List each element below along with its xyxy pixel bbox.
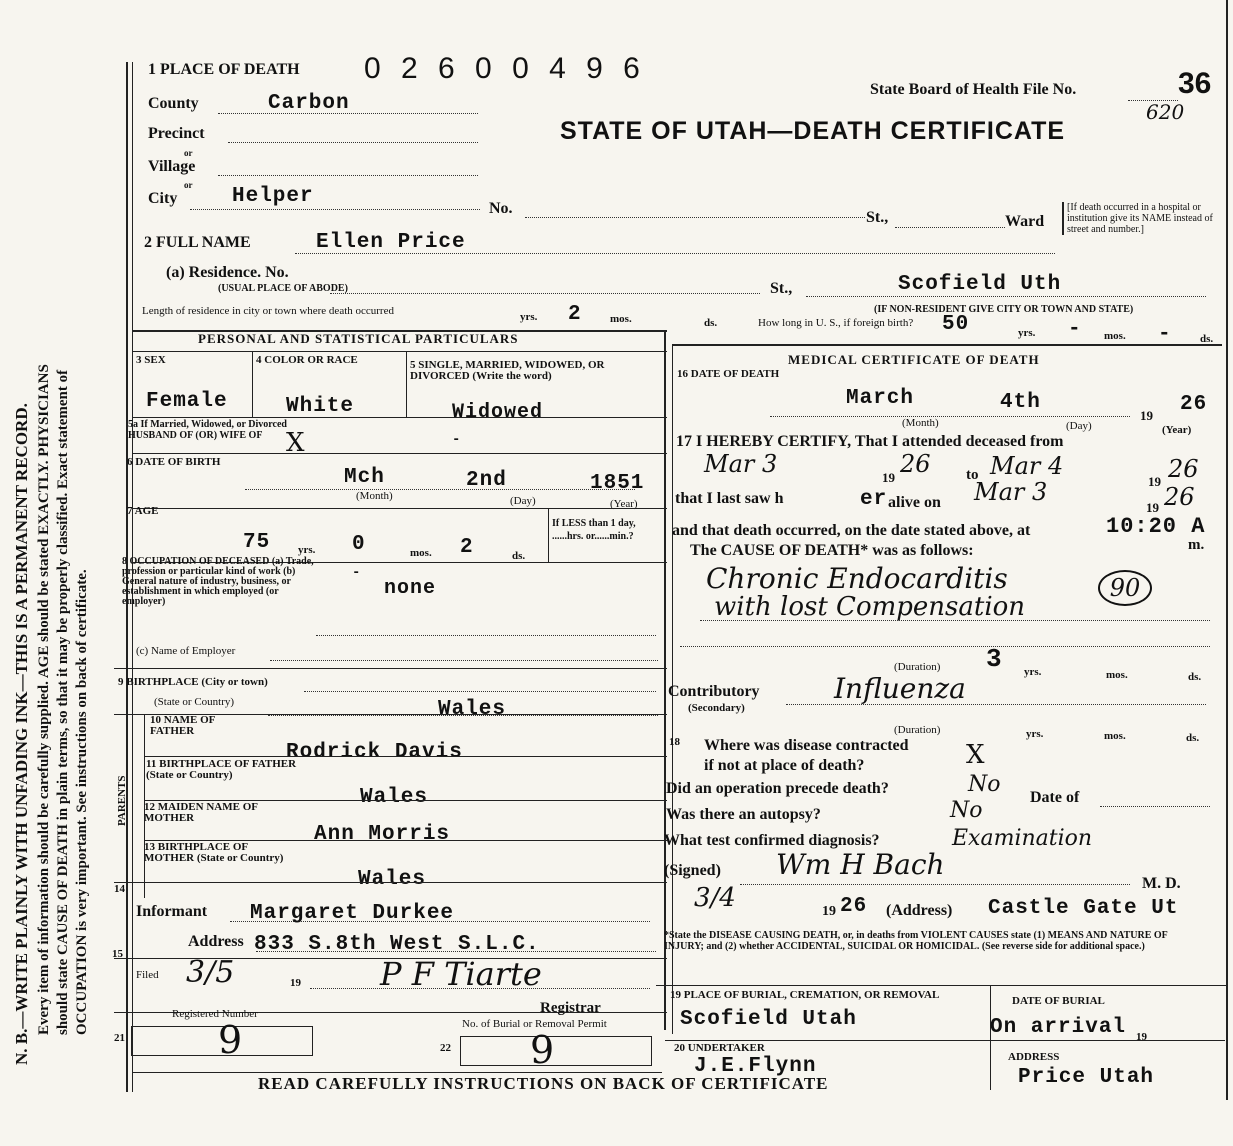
attended-from-value: Mar 3 bbox=[704, 450, 778, 478]
street-label: St., bbox=[866, 209, 889, 226]
dob-day-value: 2nd bbox=[466, 469, 507, 492]
city-label: City bbox=[148, 190, 178, 207]
test-diagnosis-label: What test confirmed diagnosis? bbox=[664, 832, 880, 849]
secondary-label: (Secondary) bbox=[688, 702, 745, 714]
last-saw-year-value: 26 bbox=[1164, 483, 1195, 511]
filed-year-prefix: 19 bbox=[290, 977, 301, 989]
age-mos-label: mos. bbox=[410, 547, 432, 559]
autopsy-label: Was there an autopsy? bbox=[666, 806, 821, 823]
us-ds-label: ds. bbox=[1200, 333, 1214, 345]
employer-label: (c) Name of Employer bbox=[136, 645, 236, 657]
death-occurred-label: and that death occurred, on the date stated above, at bbox=[672, 522, 1031, 539]
cause-of-death-label: The CAUSE OF DEATH* was as follows: bbox=[690, 542, 974, 559]
attended-to-label: to bbox=[966, 467, 979, 483]
undertaker-value: J.E.Flynn bbox=[694, 1055, 817, 1078]
age-yrs-label: yrs. bbox=[298, 544, 316, 556]
burial-date-value: On arrival bbox=[990, 1016, 1127, 1039]
duration-ds-label: ds. bbox=[1188, 671, 1202, 683]
signed-year-value: 26 bbox=[840, 895, 868, 918]
us-days-dash: - bbox=[1158, 323, 1172, 346]
county-label: County bbox=[148, 95, 199, 112]
us-months-dash: - bbox=[1068, 318, 1082, 341]
mother-name-value: Ann Morris bbox=[314, 823, 451, 846]
sex-label: 3 SEX bbox=[136, 354, 166, 366]
operation-date-label: Date of bbox=[1030, 789, 1080, 806]
ward-label: Ward bbox=[1005, 213, 1045, 230]
residence-ds-label: ds. bbox=[704, 317, 718, 329]
right-frame-line bbox=[1226, 0, 1228, 1100]
undertaker-address-label: ADDRESS bbox=[1008, 1051, 1060, 1063]
residence-label: (a) Residence. No. bbox=[166, 264, 289, 281]
age-days-value: 2 bbox=[460, 536, 474, 559]
attended-to-value: Mar 4 bbox=[990, 452, 1064, 480]
test-diagnosis-value: Examination bbox=[952, 826, 1093, 851]
ward-note: [If death occurred in a hospital or institution give its NAME instead of street and number.] bbox=[1062, 202, 1219, 235]
medical-header: MEDICAL CERTIFICATE OF DEATH bbox=[788, 352, 1040, 367]
father-name-label: 10 NAME OF FATHER bbox=[150, 714, 215, 737]
death-time-m-label: m. bbox=[1188, 537, 1205, 553]
parents-label: PARENTS bbox=[116, 775, 128, 826]
registered-number-label: Registered Number bbox=[172, 1008, 258, 1020]
burial-date-suffix: 19 bbox=[1136, 1031, 1147, 1043]
us-mos-label: mos. bbox=[1104, 330, 1126, 342]
dob-day-sub: (Day) bbox=[510, 495, 536, 507]
registrar-signature: P F Tiarte bbox=[380, 955, 542, 993]
where-contracted-value: X bbox=[966, 740, 985, 770]
birthplace-label: 9 BIRTHPLACE (City or town) bbox=[118, 676, 268, 688]
occupation-dash: - bbox=[352, 565, 362, 581]
contributory-value: Influenza bbox=[834, 672, 966, 705]
death-day-sub: (Day) bbox=[1066, 420, 1092, 432]
age-ds-label: ds. bbox=[512, 550, 526, 562]
certificate-title: STATE OF UTAH—DEATH CERTIFICATE bbox=[560, 117, 1066, 145]
or-label-2: or bbox=[184, 180, 193, 190]
marital-status-value: Widowed bbox=[452, 401, 544, 424]
date-of-birth-label: 6 DATE OF BIRTH bbox=[127, 456, 221, 468]
or-label-1: or bbox=[184, 148, 193, 158]
duration-value: 3 bbox=[986, 644, 1003, 674]
dob-month-value: Mch bbox=[344, 466, 385, 489]
duration-yrs-label: yrs. bbox=[1024, 666, 1042, 678]
color-label: 4 COLOR OR RACE bbox=[256, 354, 358, 366]
cause-footnote: *State the DISEASE CAUSING DEATH, or, in deaths from VIOLENT CAUSES state (1) MEANS AND NATURE OF INJURY; and (2) whether ACCIDENTAL, SUICIDAL OR HOMICIDAL. (See reverse side for additional space.) bbox=[664, 930, 1168, 952]
duration-2-mos-label: mos. bbox=[1104, 730, 1126, 742]
duration-2-label: (Duration) bbox=[894, 724, 941, 736]
village-label: Village bbox=[148, 158, 196, 175]
certify-label: 17 I HEREBY CERTIFY, That I attended deceased from bbox=[676, 433, 1064, 450]
where-contracted-label: Where was disease contracted bbox=[704, 737, 909, 754]
birthplace-sub-label: (State or Country) bbox=[154, 696, 235, 708]
burial-place-label: 19 PLACE OF BURIAL, CREMATION, OR REMOVAL bbox=[670, 989, 940, 1001]
residence-value: Scofield Uth bbox=[898, 273, 1062, 296]
dob-year-value: 1851 bbox=[590, 472, 645, 495]
burial-permit-label: No. of Burial or Removal Permit bbox=[462, 1018, 607, 1030]
death-year-value: 26 bbox=[1180, 393, 1208, 416]
signed-date-value: 3/4 bbox=[694, 883, 736, 913]
color-value: White bbox=[286, 395, 355, 418]
to-year-prefix: 19 bbox=[1148, 474, 1161, 489]
where-contracted-label-2: if not at place of death? bbox=[704, 757, 865, 774]
informant-address-label: Address bbox=[188, 933, 244, 950]
filed-label: Filed bbox=[136, 969, 159, 981]
last-saw-date-value: Mar 3 bbox=[974, 478, 1048, 506]
death-year-prefix: 19 bbox=[1140, 408, 1153, 423]
mother-birthplace-value: Wales bbox=[358, 868, 427, 891]
item-15-label: 15 bbox=[112, 948, 123, 960]
informant-label: Informant bbox=[136, 903, 208, 920]
dob-month-sub: (Month) bbox=[356, 490, 393, 502]
residence-sub-label: (USUAL PLACE OF ABODE) bbox=[218, 283, 348, 294]
us-yrs-label: yrs. bbox=[1018, 327, 1036, 339]
duration-2-yrs-label: yrs. bbox=[1026, 728, 1044, 740]
residence-yrs-label: yrs. bbox=[520, 311, 538, 323]
column-divider bbox=[664, 330, 666, 1030]
death-time-value: 10:20 A bbox=[1106, 514, 1206, 539]
husband-wife-label: 5a If Married, Widowed, or Divorced HUSBAND OF (OR) WIFE OF bbox=[128, 419, 287, 441]
last-saw-year-prefix: 19 bbox=[1146, 500, 1159, 515]
cause-line-2: with lost Compensation bbox=[714, 592, 1026, 622]
registered-number-value: 9 bbox=[218, 1018, 243, 1062]
signed-year-prefix: 19 bbox=[822, 904, 836, 919]
father-birthplace-label: 11 BIRTHPLACE OF FATHER (State or Country) bbox=[146, 758, 297, 781]
attended-to-year: 26 bbox=[1168, 455, 1199, 483]
contributory-label: Contributory bbox=[668, 683, 760, 700]
side-note-line-3: should state CAUSE OF DEATH in plain terms, so that it may be properly classified. Exact statement of bbox=[55, 369, 71, 1035]
item-21-label: 21 bbox=[114, 1032, 125, 1044]
precinct-label: Precinct bbox=[148, 125, 205, 142]
mother-name-label: 12 MAIDEN NAME OF MOTHER bbox=[144, 801, 258, 824]
burial-permit-value: 9 bbox=[530, 1028, 555, 1072]
undertaker-label: 20 UNDERTAKER bbox=[674, 1042, 765, 1054]
burial-place-value: Scofield Utah bbox=[680, 1008, 857, 1031]
full-name-label: 2 FULL NAME bbox=[144, 234, 251, 251]
physician-signature: Wm H Bach bbox=[776, 848, 945, 881]
length-of-residence-label: Length of residence in city or town where death occurred bbox=[142, 305, 394, 317]
city-value: Helper bbox=[232, 185, 314, 208]
filed-date-value: 3/5 bbox=[186, 955, 235, 990]
us-residence-label: How long in U. S., if foreign birth? bbox=[758, 317, 914, 329]
physician-address-value: Castle Gate Ut bbox=[988, 897, 1179, 920]
occupation-value: none bbox=[384, 577, 437, 600]
dob-year-sub: (Year) bbox=[610, 498, 638, 510]
burial-date-label: DATE OF BURIAL bbox=[1012, 995, 1105, 1007]
father-name-value: Rodrick Davis bbox=[286, 741, 463, 764]
operation-value: No bbox=[968, 772, 1001, 797]
marital-status-label: 5 SINGLE, MARRIED, WIDOWED, OR DIVORCED (Write the word) bbox=[410, 359, 605, 382]
side-note-line-2: Every item of information should be carefully supplied. AGE should be stated EXACTLY. PHYSICIANS bbox=[36, 364, 52, 1035]
age-label: 7 AGE bbox=[127, 505, 159, 517]
last-saw-er-value: er bbox=[860, 488, 888, 511]
death-year-sub: (Year) bbox=[1162, 424, 1192, 436]
registrar-label: Registrar bbox=[540, 1000, 601, 1016]
father-birthplace-value: Wales bbox=[360, 786, 429, 809]
item-22-label: 22 bbox=[440, 1042, 451, 1054]
mother-birthplace-label: 13 BIRTHPLACE OF MOTHER (State or Country) bbox=[144, 841, 284, 864]
personal-header: PERSONAL AND STATISTICAL PARTICULARS bbox=[198, 331, 519, 346]
side-note-line-4: OCCUPATION is very important. See instructions on back of certificate. bbox=[74, 569, 90, 1035]
sex-value: Female bbox=[146, 390, 228, 413]
burial-permit-box bbox=[460, 1036, 652, 1066]
file-no-value: 36 bbox=[1178, 67, 1212, 100]
md-label: M. D. bbox=[1142, 875, 1181, 892]
full-name-value: Ellen Price bbox=[316, 231, 466, 254]
duration-label: (Duration) bbox=[894, 661, 941, 673]
file-no-handwritten: 620 bbox=[1146, 100, 1185, 124]
item-18-label: 18 bbox=[669, 736, 680, 748]
informant-value: Margaret Durkee bbox=[250, 902, 455, 925]
age-years-value: 75 bbox=[243, 531, 271, 554]
death-day-value: 4th bbox=[1000, 391, 1041, 414]
date-of-death-label: 16 DATE OF DEATH bbox=[677, 368, 780, 380]
alive-on-label: alive on bbox=[888, 494, 941, 511]
non-resident-note: (IF NON-RESIDENT GIVE CITY OR TOWN AND STATE) bbox=[874, 304, 1134, 315]
death-month-sub: (Month) bbox=[902, 417, 939, 429]
item-14-label: 14 bbox=[114, 883, 125, 895]
signed-label: (Signed) bbox=[664, 862, 721, 879]
cause-line-1: Chronic Endocarditis bbox=[706, 562, 1008, 595]
cause-code-circle: 90 bbox=[1098, 570, 1152, 606]
death-month-value: March bbox=[846, 387, 915, 410]
operation-label: Did an operation precede death? bbox=[666, 780, 889, 797]
physician-address-label: (Address) bbox=[886, 902, 953, 919]
informant-address-value: 833 S.8th West S.L.C. bbox=[254, 933, 540, 956]
attended-from-year: 26 bbox=[900, 450, 931, 478]
duration-2-ds-label: ds. bbox=[1186, 732, 1200, 744]
from-year-prefix: 19 bbox=[882, 470, 895, 485]
residence-st-label: St., bbox=[770, 280, 793, 297]
residence-mos-label: mos. bbox=[610, 313, 632, 325]
husband-wife-dash: - bbox=[452, 432, 462, 448]
file-no-label: State Board of Health File No. bbox=[870, 81, 1077, 98]
undertaker-address-value: Price Utah bbox=[1018, 1066, 1155, 1089]
husband-wife-value: X bbox=[286, 428, 305, 458]
birthplace-value: Wales bbox=[438, 698, 507, 721]
residence-months-value: 2 bbox=[568, 303, 582, 326]
last-saw-label: that I last saw h bbox=[675, 490, 784, 507]
side-note-permanent-record: N. B.—WRITE PLAINLY WITH UNFADING INK—THIS IS A PERMANENT RECORD. bbox=[12, 403, 31, 1065]
read-instructions-footer: READ CAREFULLY INSTRUCTIONS ON BACK OF CERTIFICATE bbox=[258, 1074, 829, 1093]
county-value: Carbon bbox=[268, 92, 350, 115]
age-less-than-day-label: If LESS than 1 day, ......hrs. or......min.? bbox=[552, 518, 636, 542]
age-months-value: 0 bbox=[352, 533, 366, 556]
street-no-label: No. bbox=[489, 200, 513, 217]
duration-mos-label: mos. bbox=[1106, 669, 1128, 681]
us-residence-years: 50 bbox=[942, 313, 970, 336]
certificate-serial-number: 0 2 6 0 0 4 9 6 bbox=[364, 52, 646, 85]
place-of-death-label: 1 PLACE OF DEATH bbox=[148, 61, 300, 78]
occupation-label: 8 OCCUPATION OF DECEASED (a) Trade, profession or particular kind of work (b) General nature of industry, business, or establishment in which employed (or employer) bbox=[122, 556, 314, 607]
autopsy-value: No bbox=[950, 798, 983, 823]
